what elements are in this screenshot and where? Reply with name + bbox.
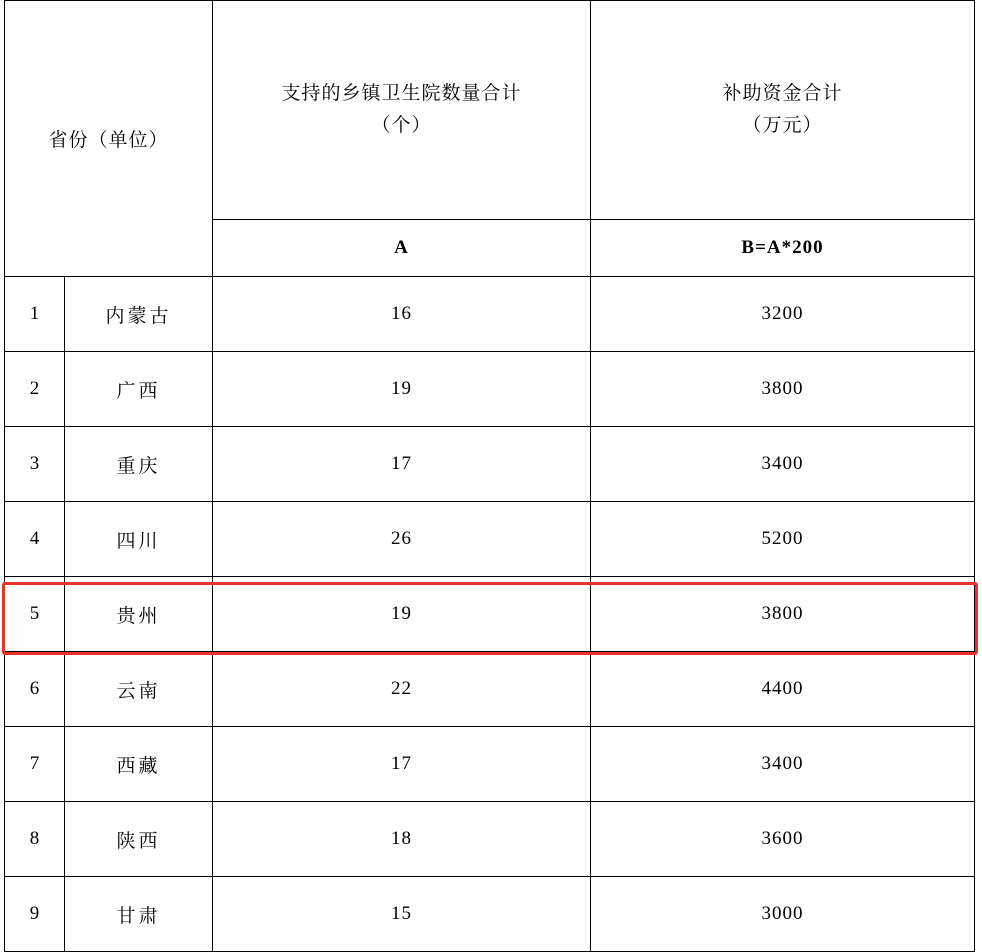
- row-count: 26: [213, 502, 591, 577]
- row-count: 22: [213, 652, 591, 727]
- row-index: 5: [5, 577, 65, 652]
- table-row: [5, 577, 975, 652]
- row-amount: 5200: [591, 502, 975, 577]
- row-amount: 3600: [591, 802, 975, 877]
- row-count: 17: [213, 727, 591, 802]
- row-province: 贵州: [65, 577, 213, 652]
- table-row: [5, 727, 975, 802]
- table-row: [5, 502, 975, 577]
- table-row: [5, 427, 975, 502]
- row-province: 陕西: [65, 802, 213, 877]
- table-row: [5, 877, 975, 952]
- row-index: 4: [5, 502, 65, 577]
- row-province: 西藏: [65, 727, 213, 802]
- header-count-title-line2: （个）: [371, 115, 432, 136]
- header-amount-title: [591, 1, 975, 220]
- row-index: 2: [5, 352, 65, 427]
- row-amount: 3400: [591, 427, 975, 502]
- row-province: 广西: [65, 352, 213, 427]
- row-index: 3: [5, 427, 65, 502]
- table-row: [5, 277, 975, 352]
- row-index: 8: [5, 802, 65, 877]
- row-province: 甘肃: [65, 877, 213, 952]
- row-amount: 4400: [591, 652, 975, 727]
- row-province: 云南: [65, 652, 213, 727]
- row-amount: 3200: [591, 277, 975, 352]
- subsidy-table: [4, 0, 975, 952]
- header-amount-formula: B=A*200: [591, 220, 975, 277]
- header-count-formula: A: [213, 220, 591, 277]
- row-amount: 3000: [591, 877, 975, 952]
- header-province: 省份（单位）: [5, 1, 213, 277]
- row-index: 9: [5, 877, 65, 952]
- row-province: 重庆: [65, 427, 213, 502]
- header-count-title: [213, 1, 591, 220]
- row-amount: 3800: [591, 577, 975, 652]
- row-province: 四川: [65, 502, 213, 577]
- row-count: 18: [213, 802, 591, 877]
- table-row: [5, 802, 975, 877]
- row-count: 19: [213, 352, 591, 427]
- row-count: 17: [213, 427, 591, 502]
- row-province: 内蒙古: [65, 277, 213, 352]
- row-index: 6: [5, 652, 65, 727]
- header-amount-title-line2: （万元）: [742, 115, 823, 136]
- table-header-row-titles: [5, 1, 975, 220]
- row-count: 15: [213, 877, 591, 952]
- row-amount: 3400: [591, 727, 975, 802]
- row-count: 19: [213, 577, 591, 652]
- table-row-highlighted: [5, 652, 975, 727]
- row-index: 7: [5, 727, 65, 802]
- row-index: 1: [5, 277, 65, 352]
- header-amount-title-line1: 补助资金合计: [722, 82, 843, 104]
- table-row: [5, 352, 975, 427]
- row-amount: 3800: [591, 352, 975, 427]
- header-count-title-line1: 支持的乡镇卫生院数量合计: [281, 82, 522, 104]
- row-count: 16: [213, 277, 591, 352]
